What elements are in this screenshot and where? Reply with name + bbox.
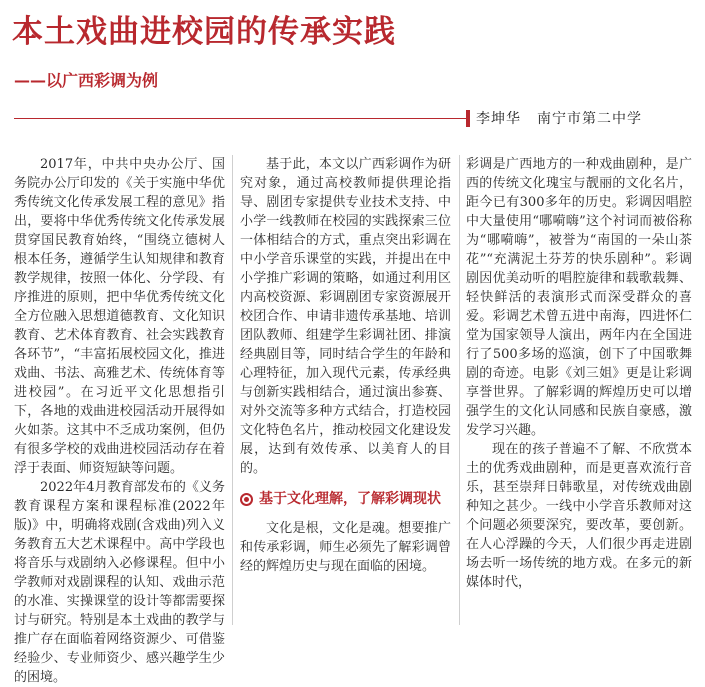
article-subtitle: ——以广西彩调为例 bbox=[14, 71, 159, 90]
paragraph: 现在的孩子普遍不了解、不欣赏本土的优秀戏曲剧种，而是更喜欢流行音乐，甚至崇拜日韩歌星，对传统戏曲剧种知之甚少。一线中小学音乐教师对这个问题必须要深究，要改革，要创新。在人心浮躁的今天，人们很少再走进剧场去听一场传统的地方戏。在多元的新媒体时代， bbox=[466, 442, 692, 590]
article-title: 本土戏曲进校园的传承实践 bbox=[12, 14, 396, 50]
byline bbox=[476, 108, 642, 128]
paragraph: 彩调是广西地方的一种戏曲剧种，是广西的传统文化瑰宝与靓丽的文化名片，距今已有300多年的历史。彩调因唱腔中大量使用“哪嗬嗨”这个衬词而被俗称为“哪嗬嗨”，被誉为“南国的一朵山茶花”“充满泥土芬芳的快乐剧种”。彩调剧因优美动听的唱腔旋律和载歌载舞、轻快鲜活的表演形式而深受群众的喜爱。彩调艺术曾五进中南海，四进怀仁堂为国家领导人演出，两年内在全国进行了500多场的巡演，创下了中国歌舞剧的奇迹。电影《刘三姐》更是让彩调享誉世界。了解彩调的辉煌历史可以增强学生的文化认同感和民族自豪感，激发学习兴趣。 bbox=[466, 157, 692, 438]
author-affiliation: 南宁市第二中学 bbox=[537, 111, 642, 127]
column-divider bbox=[232, 155, 233, 625]
author-name: 李坤华 bbox=[476, 111, 521, 127]
column-1 bbox=[14, 155, 225, 685]
author-marker bbox=[466, 110, 470, 127]
section-heading bbox=[240, 490, 451, 509]
section-heading-text: 基于文化理解，了解彩调现状 bbox=[259, 491, 441, 507]
paragraph: 基于此，本文以广西彩调作为研究对象，通过高校教师提供理论指导、剧团专家提供专业技术支持、中小学一线教师在校园的实践探索三位一体相结合的方式，重点突出彩调在中小学音乐课堂的实践，并提出在中小学推广彩调的策略，如通过利用区内高校资源、彩调剧团专家资源展开校团合作、申请非遗传承基地、培训团队教师、组建学生彩调社团、排演经典剧目等，同时结合学生的年龄和心理特征，加入现代元素，传承经典与创新实践相结合，通过演出参赛、对外交流等多种方式结合，打造校园文化特色名片，推动校园文化建设发展，达到有效传承、以美育人的目的。 bbox=[240, 157, 451, 476]
column-2 bbox=[240, 155, 451, 630]
target-bullet-icon bbox=[240, 493, 253, 506]
paragraph: 2017年，中共中央办公厅、国务院办公厅印发的《关于实施中华优秀传统文化传承发展工程的意见》指出，要将中华优秀传统文化传承发展贯穿国民教育始终，“围绕立德树人根本任务，遵循学生认知规律和教育教学规律，按照一体化、分学段、有序推进的原则，把中华优秀传统文化全方位融入思想道德教育、文化知识教育、艺术体育教育、社会实践教育各环节”，“丰富拓展校园文化，推进戏曲、书法、高雅艺术、传统体育等进校园”。在习近平文化思想指引下，各地的戏曲进校园活动开展得如火如荼。这其中不乏成功案例，但仍有很多学校的戏曲进校园活动存在着浮于表面、师资短缺等问题。 bbox=[14, 157, 225, 476]
column-divider bbox=[459, 155, 460, 625]
author-divider bbox=[14, 118, 466, 119]
column-3 bbox=[466, 155, 692, 630]
paragraph: 文化是根，文化是魂。想要推广和传承彩调，师生必须先了解彩调曾经的辉煌历史与现在面临的困境。 bbox=[240, 521, 451, 574]
paragraph: 2022年4月教育部发布的《义务教育课程方案和课程标准(2022年版)》中，明确将戏剧(含戏曲)列入义务教育五大艺术课程中。高中学段也将音乐与戏剧纳入必修课程。但中小学教师对戏剧课程的认知、戏曲示范的水准、实操课堂的设计等都需要探讨与研究。特别是本土戏曲的教学与推广存在面临着网络资源少、可借鉴经验少、专业师资少、感兴趣学生少的困境。 bbox=[14, 480, 225, 685]
